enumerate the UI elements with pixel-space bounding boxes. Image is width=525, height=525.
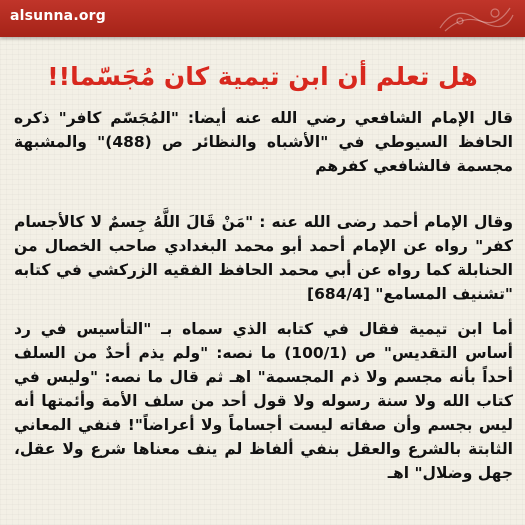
site-logo[interactable]: alsunna.org — [10, 8, 106, 24]
paragraph-ibn-taymiyya: أما ابن تيمية فقال في كتابه الذي سماه بـ "التأسيس في رد أساس التقديس" ص (100/1) ما نصه: "ولم يذم أحدٌ من السلف أحداً بأنه مجسم ولا ذم المجسمة" اهـ ثم قال ما نصه: "وليس في كتاب الله ولا سنة رسوله ولا قول أحد من سلف الأمة وأئمتها أنه ليس بجسم وأن صفاته ليست أجساماً ولا أعراضاً"! فنفي المعاني الثابتة بالشرع والعقل بنفي ألفاظ لم ينف معناها شرع ولا عقل، جهل وضلال" اهـ — [14, 320, 513, 482]
paragraph-shafii: قال الإمام الشافعي رضي الله عنه أيضا: "المُجَسّم كافر" ذكره الحافظ السيوطي في "الأشباه والنظائر ص (488)" والمشبهة مجسمة فالشافعي كفرهم — [14, 109, 513, 175]
ornament-icon — [435, 3, 515, 33]
header-banner — [0, 0, 525, 37]
paragraph-ahmad: وقال الإمام أحمد رضى الله عنه : "مَنْ قَالَ اللَّهُ جِسمٌ لا كالأجسام كفر" رواه عن الإمام أحمد أبو محمد البغدادي صاحب الخصال من الحنابلة كما رواه عن أبي محمد الحافظ الفقيه الزركشي في كتابه "تشنيف المسامع" [684/4] — [14, 213, 513, 303]
page-title: هل تعلم أن ابن تيمية كان مُجَسّما!! — [47, 62, 478, 91]
